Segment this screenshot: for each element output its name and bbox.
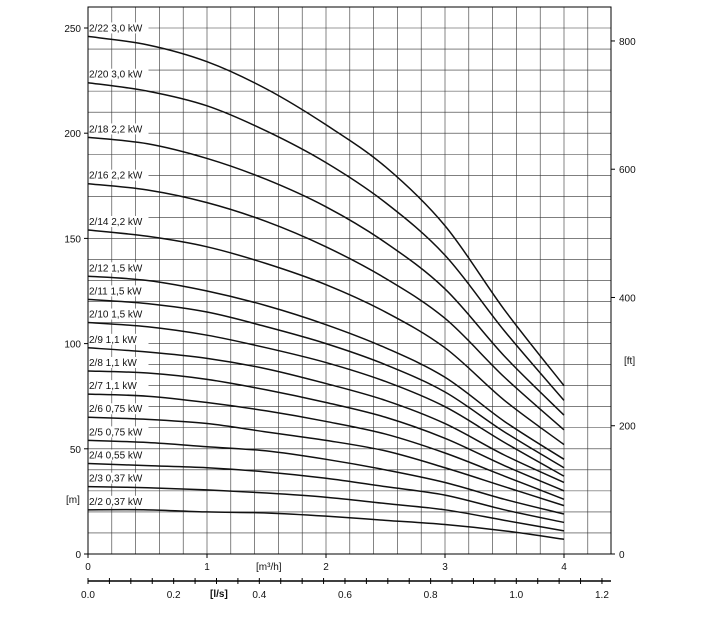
series-label: 2/22 3,0 kW bbox=[89, 23, 143, 35]
series-label: 2/18 2,2 kW bbox=[89, 124, 143, 136]
series-label: 2/10 1,5 kW bbox=[89, 309, 143, 321]
ls-tick-label: 1.0 bbox=[509, 590, 524, 601]
ls-tick-label: 0.4 bbox=[252, 590, 267, 601]
series-label: 2/7 1,1 kW bbox=[89, 381, 137, 393]
series-label: 2/9 1,1 kW bbox=[89, 334, 137, 346]
series-label: 2/3 0,37 kW bbox=[89, 473, 143, 485]
x-tick-label: 4 bbox=[561, 562, 567, 573]
y-tick-label: 0 bbox=[75, 550, 81, 561]
ls-axis-label: [l/s] bbox=[210, 589, 228, 600]
axis-layer bbox=[64, 24, 636, 601]
y-axis-label: [m] bbox=[66, 495, 80, 506]
ls-tick-label: 0.2 bbox=[166, 590, 181, 601]
series-label: 2/14 2,2 kW bbox=[89, 216, 143, 228]
x-tick-label: 1 bbox=[204, 562, 210, 573]
x-tick-label: 3 bbox=[442, 562, 448, 573]
ls-tick-label: 1.2 bbox=[595, 590, 609, 601]
series-label: 2/16 2,2 kW bbox=[89, 170, 143, 182]
y-tick-label: 150 bbox=[64, 234, 81, 246]
grid-layer bbox=[88, 7, 611, 554]
y2-tick-label: 600 bbox=[619, 165, 636, 177]
y2-tick-label: 0 bbox=[619, 550, 625, 561]
ls-tick-label: 0.0 bbox=[81, 590, 95, 601]
series-label: 2/6 0,75 kW bbox=[89, 404, 143, 416]
y-tick-label: 100 bbox=[64, 339, 81, 351]
series-label: 2/4 0,55 kW bbox=[89, 450, 143, 462]
x-tick-label: 2 bbox=[323, 562, 329, 573]
y-tick-label: 50 bbox=[69, 444, 81, 456]
x-tick-label: 0 bbox=[85, 562, 91, 573]
series-label: 2/12 1,5 kW bbox=[89, 263, 143, 275]
y2-tick-label: 800 bbox=[619, 36, 636, 48]
y2-tick-label: 200 bbox=[619, 421, 636, 433]
ls-tick-label: 0.8 bbox=[423, 590, 438, 601]
x-axis-label: [m³/h] bbox=[256, 562, 282, 573]
ls-tick-label: 0.6 bbox=[338, 590, 352, 601]
series-label: 2/11 1,5 kW bbox=[89, 286, 142, 298]
series-label: 2/8 1,1 kW bbox=[89, 357, 137, 369]
y-tick-label: 200 bbox=[64, 129, 81, 141]
series-label: 2/20 3,0 kW bbox=[89, 69, 143, 81]
series-label: 2/5 0,75 kW bbox=[89, 427, 143, 439]
series-label: 2/2 0,37 kW bbox=[89, 496, 143, 508]
series-label-layer bbox=[89, 22, 149, 507]
y2-axis-label: [ft] bbox=[624, 356, 636, 367]
y-tick-label: 250 bbox=[64, 24, 81, 35]
y2-tick-label: 400 bbox=[619, 293, 636, 305]
